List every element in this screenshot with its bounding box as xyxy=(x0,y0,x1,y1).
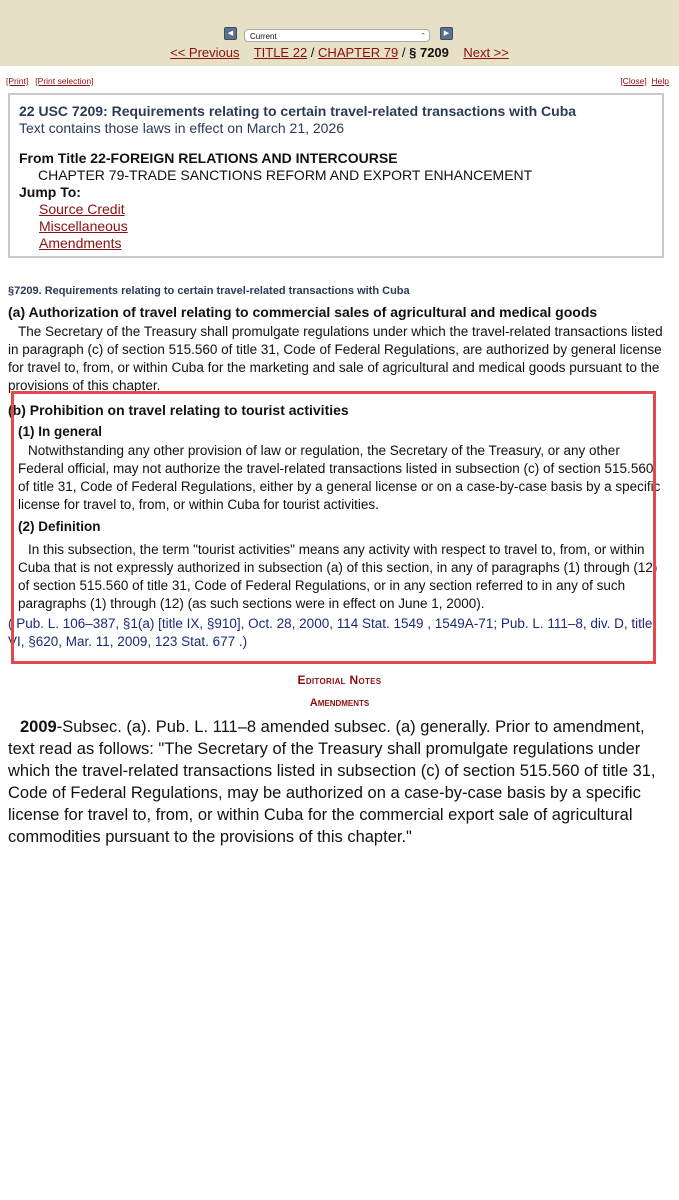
top-navigation-bar xyxy=(0,0,679,66)
subsection-a-heading: (a) Authorization of travel relating to commercial sales of agricultural and medical goods xyxy=(8,304,598,320)
jump-link-miscellaneous[interactable]: Miscellaneous xyxy=(39,218,128,234)
subsection-a-text: The Secretary of the Treasury shall promulgate regulations under which the travel-related transactions listed in paragraph (c) of section 515.560 of title 31, Code of Federal Regulations, are authorized by general license for travel to, from, or within Cuba for the marketing and sale of agricultural and medical goods pursuant to the provisions of this chapter. xyxy=(8,324,663,393)
breadcrumb-separator: / xyxy=(401,45,406,60)
subsection-b-heading: (b) Prohibition on travel relating to tourist activities xyxy=(8,402,349,418)
jump-link-source-credit[interactable]: Source Credit xyxy=(39,201,125,217)
highlight-annotation-box xyxy=(11,391,656,664)
document-heading: 22 USC 7209: Requirements relating to certain travel-related transactions with Cuba xyxy=(19,103,577,119)
breadcrumb xyxy=(0,45,679,60)
chapter-label: CHAPTER 79-TRADE SANCTIONS REFORM AND EXPORT ENHANCEMENT xyxy=(38,167,533,183)
amendments-heading: Amendments xyxy=(309,697,370,709)
effective-date-text: Text contains those laws in effect on March 21, 2026 xyxy=(19,120,345,136)
source-credit-citation[interactable]: ( Pub. L. 106–387, §1(a) [title IX, §910], Oct. 28, 2000, 114 Stat. 1549 , 1549A-71; Pub. L. 111–8, div. D, title VI, §620, Mar. 11, 2009, 123 Stat. 677 .) xyxy=(8,616,653,649)
help-link[interactable]: Help xyxy=(651,76,669,86)
amendment-year: 2009 xyxy=(20,718,57,736)
previous-link[interactable]: << Previous xyxy=(170,45,240,60)
version-select-value: Current xyxy=(250,32,277,41)
title-link[interactable]: TITLE 22 xyxy=(253,45,308,60)
paragraph-2-heading: (2) Definition xyxy=(18,519,101,534)
version-select[interactable] xyxy=(244,29,430,42)
amendment-note xyxy=(8,716,668,848)
select-chevron-icon: ⌃ xyxy=(420,33,426,40)
current-section: § 7209 xyxy=(409,45,449,60)
next-link[interactable]: Next >> xyxy=(463,45,509,60)
editorial-notes-heading: Editorial Notes xyxy=(297,673,382,687)
title-label: From Title 22-FOREIGN RELATIONS AND INTERCOURSE xyxy=(19,150,398,166)
chapter-link[interactable]: CHAPTER 79 xyxy=(318,45,399,60)
paragraph-1-heading: (1) In general xyxy=(18,424,103,439)
jump-to-label: Jump To: xyxy=(19,184,81,200)
amendment-text: -Subsec. (a). Pub. L. 111–8 amended subsec. (a) generally. Prior to amendment, text read as follows: "The Secretary of the Treasury shall promulgate regulations under which the travel-related transactions listed in subsection (c) of section 515.560 of title 31, Code of Federal Regulations, may be authorized on a case-by-case basis by a specific license for travel to, from, or within Cuba for the commercial export sale of agricultural commodities pursuant to the provisions of this chapter." xyxy=(8,718,656,846)
document-info-box xyxy=(8,93,664,258)
next-arrow-icon[interactable]: ▶ xyxy=(440,27,453,40)
paragraph-1-text: Notwithstanding any other provision of law or regulation, the Secretary of the Treasury, or any other Federal official, may not authorize the travel-related transactions listed in subsection (c) of section 515.560 of title 31, Code of Federal Regulations, either by a general license or on a case-by-case basis by a specific license for travel to, from, or within Cuba for tourist activities. xyxy=(18,443,661,512)
previous-arrow-icon[interactable]: ◀ xyxy=(224,27,237,40)
section-heading: §7209. Requirements relating to certain travel-related transactions with Cuba xyxy=(8,285,410,297)
paragraph-2-text: In this subsection, the term "tourist activities" means any activity with respect to travel to, from, or within Cuba that is not expressly authorized in subsection (a) of this section, in any of paragraphs (1) through (12) of section 515.560 of title 31, Code of Federal Regulations, or in any section referred to in any of such paragraphs (1) through (12) (as such sections were in effect on June 1, 2000). xyxy=(18,542,658,611)
print-tools xyxy=(6,76,93,86)
window-tools xyxy=(620,76,669,86)
jump-link-amendments[interactable]: Amendments xyxy=(39,235,122,251)
breadcrumb-separator: / xyxy=(310,45,315,60)
print-link[interactable]: [Print] xyxy=(6,76,29,86)
print-selection-link[interactable]: [Print selection] xyxy=(35,76,94,86)
close-link[interactable]: [Close] xyxy=(620,76,647,86)
